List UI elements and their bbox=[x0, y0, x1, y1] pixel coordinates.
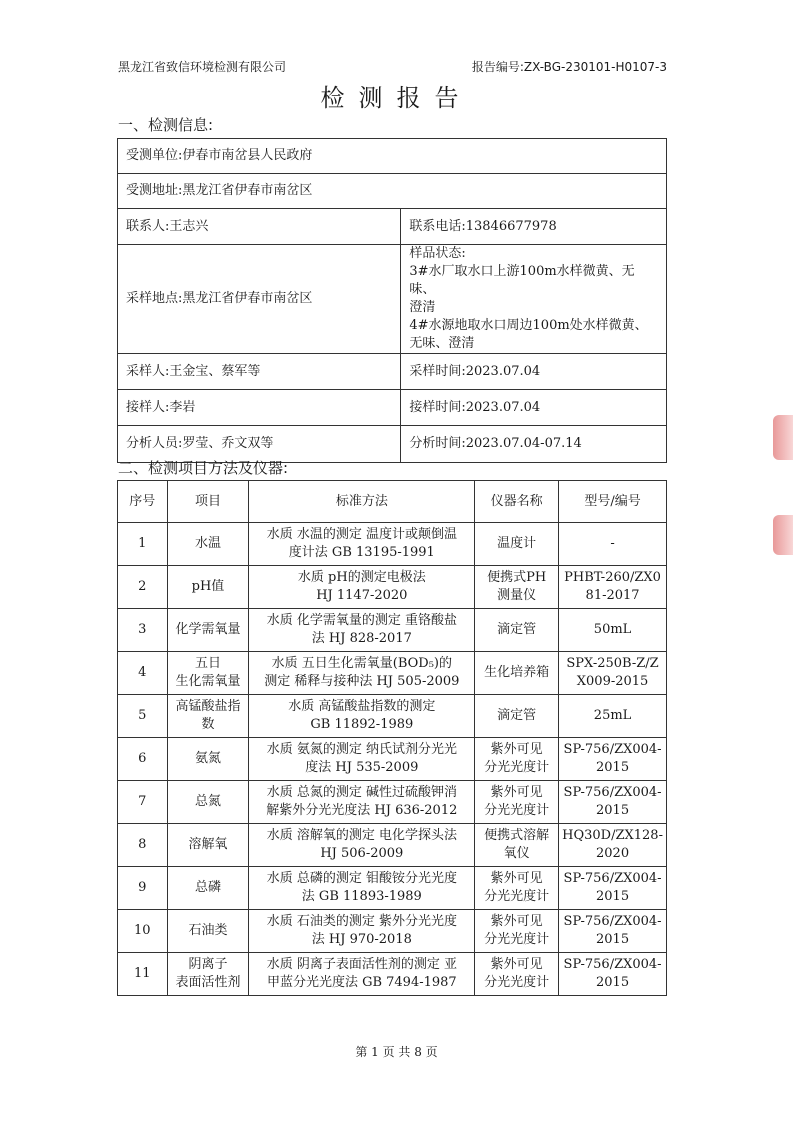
model-line: SP-756/ZX004- bbox=[563, 914, 662, 929]
instrument-line: 滴定管 bbox=[497, 708, 537, 723]
model-line: SP-756/ZX004- bbox=[563, 871, 662, 886]
report-number: 报告编号:ZX-BG-230101-H0107-3 bbox=[471, 60, 667, 74]
model-line: HQ30D/ZX128- bbox=[562, 828, 663, 843]
cell-item bbox=[167, 738, 249, 781]
instrument-line: 分光光度计 bbox=[484, 760, 550, 775]
seal-fragment bbox=[773, 515, 793, 555]
cell-item bbox=[167, 695, 249, 738]
table-row bbox=[118, 910, 667, 953]
method-line: 水质 溶解氧的测定 电化学探头法 bbox=[266, 828, 457, 843]
model-line: - bbox=[610, 536, 615, 551]
model-line: SP-756/ZX004- bbox=[563, 785, 662, 800]
report-title: 检测报告 bbox=[320, 84, 473, 112]
method-line: 水质 化学需氧量的测定 重铬酸盐 bbox=[266, 613, 457, 628]
method-line: 法 GB 11893-1989 bbox=[301, 889, 422, 904]
model-line: 81-2017 bbox=[585, 588, 640, 603]
row-number: 8 bbox=[118, 824, 168, 867]
method-line: 水质 总氮的测定 碱性过硫酸钾消 bbox=[266, 785, 457, 800]
cell-instrument bbox=[475, 523, 559, 566]
item-line: 表面活性剂 bbox=[175, 975, 241, 990]
table-row bbox=[118, 824, 667, 867]
cell-item bbox=[167, 867, 249, 910]
cell-instrument bbox=[475, 609, 559, 652]
instrument-line: 分光光度计 bbox=[484, 889, 550, 904]
sample-state-line: 样品状态: bbox=[409, 246, 466, 261]
column-header: 仪器名称 bbox=[475, 481, 559, 523]
item-line: 数 bbox=[201, 717, 215, 732]
item-line: 总氮 bbox=[194, 794, 221, 809]
instrument-line: 测量仪 bbox=[497, 588, 537, 603]
method-line: 水质 pH的测定电极法 bbox=[297, 570, 426, 585]
row-number: 1 bbox=[118, 523, 168, 566]
cell-model bbox=[559, 652, 667, 695]
table-row bbox=[118, 523, 667, 566]
item-line: 高锰酸盐指 bbox=[175, 699, 241, 714]
cell-instrument bbox=[475, 781, 559, 824]
item-line: pH值 bbox=[191, 579, 225, 594]
cell-model bbox=[559, 609, 667, 652]
info-sampler: 采样人:王金宝、蔡军等 bbox=[118, 354, 401, 390]
instrument-line: 紫外可见 bbox=[490, 785, 543, 800]
cell-item bbox=[167, 824, 249, 867]
cell-item bbox=[167, 652, 249, 695]
info-table bbox=[117, 138, 667, 463]
info-site: 采样地点:黑龙江省伊春市南岔区 bbox=[118, 245, 401, 354]
item-line: 石油类 bbox=[188, 923, 228, 938]
model-line: 50mL bbox=[593, 622, 632, 637]
table-row bbox=[118, 652, 667, 695]
cell-model bbox=[559, 910, 667, 953]
cell-instrument bbox=[475, 738, 559, 781]
model-line: 2015 bbox=[596, 975, 630, 990]
model-line: PHBT-260/ZX0 bbox=[564, 570, 661, 585]
model-line: SP-756/ZX004- bbox=[563, 957, 662, 972]
method-line: 水质 五日生化需氧量(BOD₅)的 bbox=[271, 656, 453, 671]
cell-model bbox=[559, 953, 667, 996]
cell-instrument bbox=[475, 910, 559, 953]
row-number: 3 bbox=[118, 609, 168, 652]
cell-method bbox=[249, 609, 475, 652]
instrument-line: 生化培养箱 bbox=[484, 665, 550, 680]
model-line: 2015 bbox=[596, 803, 630, 818]
method-line: GB 11892-1989 bbox=[310, 717, 414, 732]
cell-method bbox=[249, 910, 475, 953]
method-line: 测定 稀释与接种法 HJ 505-2009 bbox=[264, 674, 460, 689]
instrument-line: 温度计 bbox=[497, 536, 537, 551]
model-line: 2015 bbox=[596, 932, 630, 947]
item-line: 水温 bbox=[194, 536, 221, 551]
column-header: 项目 bbox=[167, 481, 249, 523]
method-line: 水质 高锰酸盐指数的测定 bbox=[288, 699, 436, 714]
info-analysis-time: 分析时间:2023.07.04-07.14 bbox=[401, 426, 667, 463]
cell-model bbox=[559, 867, 667, 910]
row-number: 10 bbox=[118, 910, 168, 953]
method-line: HJ 506-2009 bbox=[320, 846, 404, 861]
cell-method bbox=[249, 824, 475, 867]
methods-table bbox=[117, 480, 667, 996]
instrument-line: 分光光度计 bbox=[484, 975, 550, 990]
section-heading-info: 一、检测信息: bbox=[118, 116, 214, 134]
instrument-line: 分光光度计 bbox=[484, 932, 550, 947]
item-line: 氨氮 bbox=[194, 751, 221, 766]
method-line: 水质 阴离子表面活性剂的测定 亚 bbox=[266, 957, 457, 972]
instrument-line: 紫外可见 bbox=[490, 914, 543, 929]
instrument-line: 氧仪 bbox=[503, 846, 530, 861]
info-unit: 受测单位:伊春市南岔县人民政府 bbox=[118, 139, 667, 174]
info-phone: 联系电话:13846677978 bbox=[401, 209, 667, 245]
methods-header-row bbox=[118, 481, 667, 523]
table-row bbox=[118, 609, 667, 652]
cell-instrument bbox=[475, 566, 559, 609]
row-number: 2 bbox=[118, 566, 168, 609]
cell-method bbox=[249, 523, 475, 566]
info-address: 受测地址:黑龙江省伊春市南岔区 bbox=[118, 174, 667, 209]
company-name: 黑龙江省致信环境检测有限公司 bbox=[118, 60, 287, 74]
method-line: 甲蓝分光光度法 GB 7494-1987 bbox=[266, 975, 457, 990]
info-sample-state bbox=[401, 245, 667, 354]
cell-item bbox=[167, 910, 249, 953]
cell-model bbox=[559, 566, 667, 609]
cell-model bbox=[559, 523, 667, 566]
method-line: 水质 石油类的测定 紫外分光光度 bbox=[266, 914, 457, 929]
model-line: 2015 bbox=[596, 760, 630, 775]
instrument-line: 紫外可见 bbox=[490, 871, 543, 886]
method-line: 解紫外分光光度法 HJ 636-2012 bbox=[266, 803, 458, 818]
instrument-line: 滴定管 bbox=[497, 622, 537, 637]
item-line: 溶解氧 bbox=[188, 837, 228, 852]
cell-instrument bbox=[475, 867, 559, 910]
column-header: 序号 bbox=[118, 481, 168, 523]
table-row bbox=[118, 953, 667, 996]
method-line: 水质 氨氮的测定 纳氏试剂分光光 bbox=[266, 742, 457, 757]
cell-method bbox=[249, 652, 475, 695]
cell-instrument bbox=[475, 652, 559, 695]
row-number: 6 bbox=[118, 738, 168, 781]
cell-item bbox=[167, 781, 249, 824]
cell-instrument bbox=[475, 953, 559, 996]
row-number: 5 bbox=[118, 695, 168, 738]
column-header: 型号/编号 bbox=[559, 481, 667, 523]
seal-fragment bbox=[773, 415, 793, 460]
item-line: 阴离子 bbox=[188, 957, 228, 972]
row-number: 11 bbox=[118, 953, 168, 996]
item-line: 五日 bbox=[194, 656, 221, 671]
method-line: 度法 HJ 535-2009 bbox=[305, 760, 419, 775]
cell-instrument bbox=[475, 824, 559, 867]
cell-method bbox=[249, 738, 475, 781]
cell-method bbox=[249, 695, 475, 738]
table-row bbox=[118, 738, 667, 781]
model-line: SP-756/ZX004- bbox=[563, 742, 662, 757]
table-row bbox=[118, 867, 667, 910]
model-line: 25mL bbox=[593, 708, 632, 723]
method-line: HJ 1147-2020 bbox=[316, 588, 408, 603]
sample-state-line: 无味、澄清 bbox=[409, 336, 475, 351]
cell-item bbox=[167, 609, 249, 652]
model-line: 2015 bbox=[596, 889, 630, 904]
table-row bbox=[118, 781, 667, 824]
sample-state-line: 4#水源地取水口周边100m处水样微黄、 bbox=[409, 318, 648, 333]
model-line: 2020 bbox=[596, 846, 630, 861]
cell-method bbox=[249, 566, 475, 609]
method-line: 水质 水温的测定 温度计或颠倒温 bbox=[266, 527, 457, 542]
cell-method bbox=[249, 867, 475, 910]
item-line: 生化需氧量 bbox=[175, 674, 241, 689]
instrument-line: 便携式溶解 bbox=[484, 828, 550, 843]
row-number: 7 bbox=[118, 781, 168, 824]
table-row bbox=[118, 566, 667, 609]
info-analysts: 分析人员:罗莹、乔文双等 bbox=[118, 426, 401, 463]
cell-model bbox=[559, 738, 667, 781]
info-sample-time: 采样时间:2023.07.04 bbox=[401, 354, 667, 390]
instrument-line: 便携式PH bbox=[487, 570, 547, 585]
cell-instrument bbox=[475, 695, 559, 738]
instrument-line: 分光光度计 bbox=[484, 803, 550, 818]
method-line: 法 HJ 970-2018 bbox=[311, 932, 412, 947]
instrument-line: 紫外可见 bbox=[490, 742, 543, 757]
cell-model bbox=[559, 781, 667, 824]
cell-item bbox=[167, 953, 249, 996]
info-receiver: 接样人:李岩 bbox=[118, 390, 401, 426]
info-contact: 联系人:王志兴 bbox=[118, 209, 401, 245]
item-line: 总磷 bbox=[194, 880, 221, 895]
section-heading-methods: 二、检测项目方法及仪器: bbox=[118, 459, 289, 477]
cell-item bbox=[167, 523, 249, 566]
model-line: X009-2015 bbox=[576, 674, 649, 689]
cell-item bbox=[167, 566, 249, 609]
cell-method bbox=[249, 953, 475, 996]
cell-method bbox=[249, 781, 475, 824]
info-receive-time: 接样时间:2023.07.04 bbox=[401, 390, 667, 426]
cell-model bbox=[559, 695, 667, 738]
page-footer: 第 1 页 共 8 页 bbox=[355, 1045, 438, 1059]
column-header: 标准方法 bbox=[249, 481, 475, 523]
item-line: 化学需氧量 bbox=[175, 622, 241, 637]
sample-state-line: 澄清 bbox=[409, 300, 436, 315]
instrument-line: 紫外可见 bbox=[490, 957, 543, 972]
sample-state-line: 3#水厂取水口上游100m水样微黄、无味、 bbox=[409, 264, 635, 297]
method-line: 度计法 GB 13195-1991 bbox=[288, 545, 435, 560]
method-line: 水质 总磷的测定 钼酸铵分光光度 bbox=[266, 871, 457, 886]
table-row bbox=[118, 695, 667, 738]
row-number: 4 bbox=[118, 652, 168, 695]
cell-model bbox=[559, 824, 667, 867]
row-number: 9 bbox=[118, 867, 168, 910]
model-line: SPX-250B-Z/Z bbox=[566, 656, 659, 671]
method-line: 法 HJ 828-2017 bbox=[311, 631, 412, 646]
